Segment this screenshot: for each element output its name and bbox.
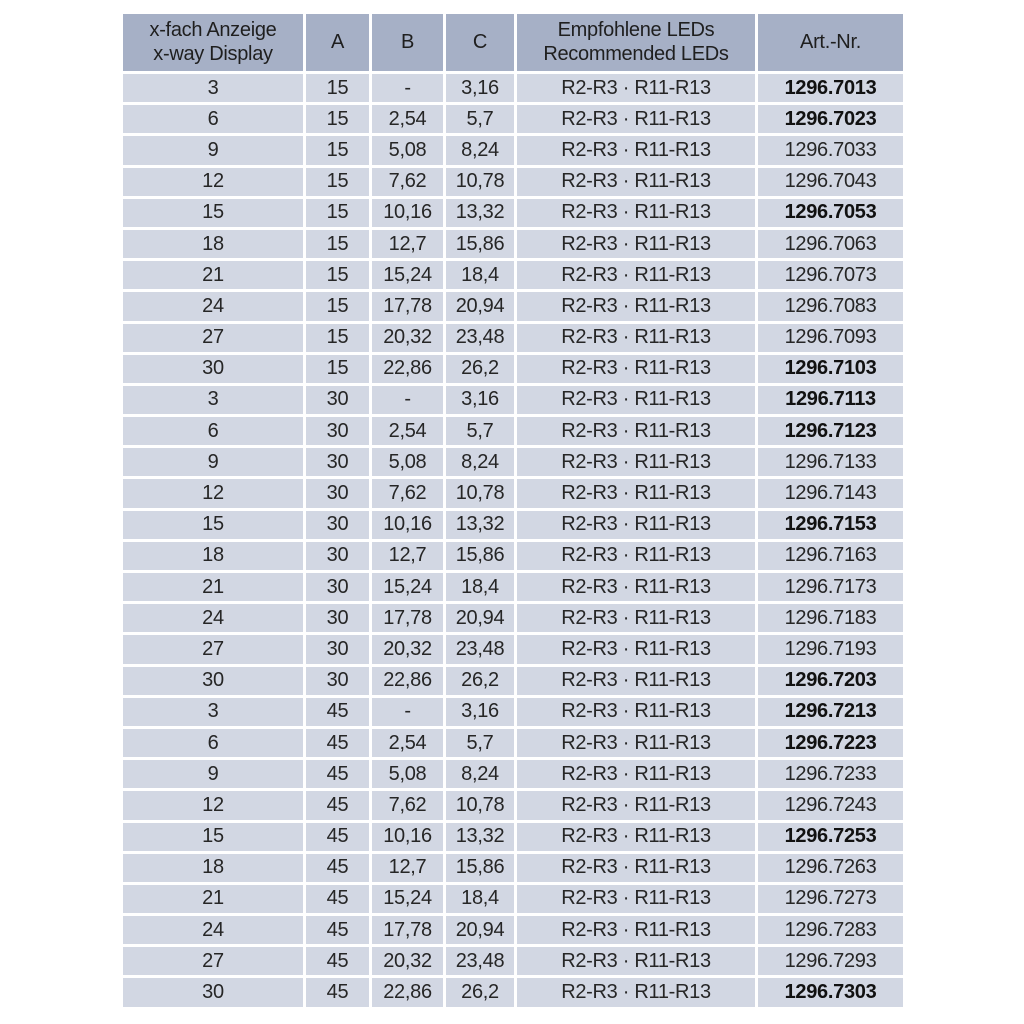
cell-recommended-leds: R2-R3 · R11-R13 bbox=[517, 324, 755, 352]
cell-b: 5,08 bbox=[372, 136, 443, 164]
cell-recommended-leds: R2-R3 · R11-R13 bbox=[517, 698, 755, 726]
cell-b: 20,32 bbox=[372, 324, 443, 352]
cell-recommended-leds: R2-R3 · R11-R13 bbox=[517, 168, 755, 196]
cell-art-nr: 1296.7083 bbox=[758, 292, 903, 320]
cell-display: 3 bbox=[123, 386, 303, 414]
cell-b: 22,86 bbox=[372, 978, 443, 1006]
cell-display: 27 bbox=[123, 947, 303, 975]
cell-art-nr: 1296.7243 bbox=[758, 791, 903, 819]
cell-recommended-leds: R2-R3 · R11-R13 bbox=[517, 261, 755, 289]
cell-a: 45 bbox=[306, 885, 369, 913]
cell-b: 17,78 bbox=[372, 604, 443, 632]
table-row bbox=[123, 885, 903, 913]
cell-a: 45 bbox=[306, 978, 369, 1006]
cell-display: 6 bbox=[123, 417, 303, 445]
cell-display: 9 bbox=[123, 448, 303, 476]
cell-recommended-leds: R2-R3 · R11-R13 bbox=[517, 105, 755, 133]
cell-c: 26,2 bbox=[446, 355, 514, 383]
cell-display: 24 bbox=[123, 916, 303, 944]
cell-b: 2,54 bbox=[372, 105, 443, 133]
cell-recommended-leds: R2-R3 · R11-R13 bbox=[517, 448, 755, 476]
table-row bbox=[123, 292, 903, 320]
led-table-wrapper bbox=[120, 11, 906, 1010]
cell-b: 2,54 bbox=[372, 729, 443, 757]
cell-display: 21 bbox=[123, 261, 303, 289]
cell-b: 12,7 bbox=[372, 854, 443, 882]
cell-a: 15 bbox=[306, 74, 369, 102]
cell-c: 8,24 bbox=[446, 760, 514, 788]
cell-c: 18,4 bbox=[446, 573, 514, 601]
cell-a: 15 bbox=[306, 292, 369, 320]
cell-art-nr: 1296.7063 bbox=[758, 230, 903, 258]
cell-art-nr: 1296.7153 bbox=[758, 511, 903, 539]
cell-c: 8,24 bbox=[446, 448, 514, 476]
cell-display: 15 bbox=[123, 511, 303, 539]
cell-a: 30 bbox=[306, 417, 369, 445]
cell-a: 45 bbox=[306, 760, 369, 788]
cell-art-nr: 1296.7303 bbox=[758, 978, 903, 1006]
cell-display: 30 bbox=[123, 667, 303, 695]
cell-display: 15 bbox=[123, 199, 303, 227]
cell-c: 15,86 bbox=[446, 542, 514, 570]
cell-a: 15 bbox=[306, 199, 369, 227]
table-row bbox=[123, 573, 903, 601]
cell-art-nr: 1296.7103 bbox=[758, 355, 903, 383]
cell-a: 30 bbox=[306, 573, 369, 601]
col-header-leds bbox=[517, 14, 755, 71]
table-row bbox=[123, 479, 903, 507]
cell-c: 10,78 bbox=[446, 168, 514, 196]
col-header-leds-line1: Empfohlene LEDs bbox=[557, 18, 715, 41]
cell-display: 30 bbox=[123, 355, 303, 383]
table-row bbox=[123, 448, 903, 476]
cell-display: 30 bbox=[123, 978, 303, 1006]
cell-b: 22,86 bbox=[372, 667, 443, 695]
cell-art-nr: 1296.7053 bbox=[758, 199, 903, 227]
table-row bbox=[123, 729, 903, 757]
cell-a: 15 bbox=[306, 230, 369, 258]
table-row bbox=[123, 74, 903, 102]
cell-c: 3,16 bbox=[446, 386, 514, 414]
cell-a: 30 bbox=[306, 448, 369, 476]
cell-a: 30 bbox=[306, 604, 369, 632]
col-header-display bbox=[123, 14, 303, 71]
cell-a: 15 bbox=[306, 105, 369, 133]
cell-recommended-leds: R2-R3 · R11-R13 bbox=[517, 355, 755, 383]
cell-a: 30 bbox=[306, 511, 369, 539]
cell-b: 15,24 bbox=[372, 573, 443, 601]
cell-b: 5,08 bbox=[372, 760, 443, 788]
cell-a: 30 bbox=[306, 635, 369, 663]
table-row bbox=[123, 791, 903, 819]
table-row bbox=[123, 230, 903, 258]
cell-recommended-leds: R2-R3 · R11-R13 bbox=[517, 978, 755, 1006]
cell-art-nr: 1296.7073 bbox=[758, 261, 903, 289]
cell-art-nr: 1296.7143 bbox=[758, 479, 903, 507]
cell-art-nr: 1296.7213 bbox=[758, 698, 903, 726]
cell-recommended-leds: R2-R3 · R11-R13 bbox=[517, 791, 755, 819]
cell-b: 5,08 bbox=[372, 448, 443, 476]
cell-recommended-leds: R2-R3 · R11-R13 bbox=[517, 74, 755, 102]
cell-recommended-leds: R2-R3 · R11-R13 bbox=[517, 136, 755, 164]
cell-c: 8,24 bbox=[446, 136, 514, 164]
table-row bbox=[123, 136, 903, 164]
cell-b: 15,24 bbox=[372, 885, 443, 913]
cell-display: 18 bbox=[123, 542, 303, 570]
cell-recommended-leds: R2-R3 · R11-R13 bbox=[517, 511, 755, 539]
cell-art-nr: 1296.7173 bbox=[758, 573, 903, 601]
cell-a: 30 bbox=[306, 542, 369, 570]
table-row bbox=[123, 355, 903, 383]
cell-a: 45 bbox=[306, 823, 369, 851]
cell-b: 12,7 bbox=[372, 542, 443, 570]
cell-display: 9 bbox=[123, 760, 303, 788]
cell-art-nr: 1296.7233 bbox=[758, 760, 903, 788]
cell-art-nr: 1296.7193 bbox=[758, 635, 903, 663]
cell-b: 7,62 bbox=[372, 479, 443, 507]
cell-c: 3,16 bbox=[446, 698, 514, 726]
cell-art-nr: 1296.7043 bbox=[758, 168, 903, 196]
cell-c: 10,78 bbox=[446, 479, 514, 507]
cell-recommended-leds: R2-R3 · R11-R13 bbox=[517, 604, 755, 632]
cell-a: 45 bbox=[306, 916, 369, 944]
table-row bbox=[123, 854, 903, 882]
table-row bbox=[123, 324, 903, 352]
col-header-art: Art.-Nr. bbox=[758, 14, 903, 71]
cell-c: 23,48 bbox=[446, 947, 514, 975]
header-row bbox=[123, 14, 903, 71]
cell-recommended-leds: R2-R3 · R11-R13 bbox=[517, 854, 755, 882]
col-header-leds-line2: Recommended LEDs bbox=[543, 42, 729, 65]
cell-a: 15 bbox=[306, 261, 369, 289]
table-row bbox=[123, 105, 903, 133]
cell-display: 12 bbox=[123, 791, 303, 819]
cell-c: 10,78 bbox=[446, 791, 514, 819]
cell-b: 10,16 bbox=[372, 823, 443, 851]
cell-recommended-leds: R2-R3 · R11-R13 bbox=[517, 542, 755, 570]
cell-art-nr: 1296.7263 bbox=[758, 854, 903, 882]
cell-recommended-leds: R2-R3 · R11-R13 bbox=[517, 729, 755, 757]
cell-b: 7,62 bbox=[372, 791, 443, 819]
cell-c: 5,7 bbox=[446, 729, 514, 757]
cell-b: - bbox=[372, 74, 443, 102]
cell-c: 13,32 bbox=[446, 199, 514, 227]
cell-c: 23,48 bbox=[446, 635, 514, 663]
cell-c: 18,4 bbox=[446, 261, 514, 289]
table-body bbox=[123, 74, 903, 1007]
cell-art-nr: 1296.7123 bbox=[758, 417, 903, 445]
cell-display: 18 bbox=[123, 230, 303, 258]
cell-display: 9 bbox=[123, 136, 303, 164]
table-row bbox=[123, 698, 903, 726]
col-header-display-line1: x-fach Anzeige bbox=[149, 18, 277, 41]
cell-art-nr: 1296.7183 bbox=[758, 604, 903, 632]
cell-c: 15,86 bbox=[446, 854, 514, 882]
table-row bbox=[123, 978, 903, 1006]
cell-b: 17,78 bbox=[372, 916, 443, 944]
cell-c: 5,7 bbox=[446, 105, 514, 133]
table-row bbox=[123, 168, 903, 196]
cell-c: 20,94 bbox=[446, 916, 514, 944]
cell-art-nr: 1296.7223 bbox=[758, 729, 903, 757]
cell-b: - bbox=[372, 386, 443, 414]
cell-display: 6 bbox=[123, 729, 303, 757]
cell-b: 10,16 bbox=[372, 199, 443, 227]
cell-recommended-leds: R2-R3 · R11-R13 bbox=[517, 885, 755, 913]
cell-recommended-leds: R2-R3 · R11-R13 bbox=[517, 386, 755, 414]
cell-recommended-leds: R2-R3 · R11-R13 bbox=[517, 292, 755, 320]
table-row bbox=[123, 542, 903, 570]
cell-recommended-leds: R2-R3 · R11-R13 bbox=[517, 916, 755, 944]
table-row bbox=[123, 667, 903, 695]
cell-b: 22,86 bbox=[372, 355, 443, 383]
cell-art-nr: 1296.7253 bbox=[758, 823, 903, 851]
cell-c: 5,7 bbox=[446, 417, 514, 445]
cell-c: 20,94 bbox=[446, 604, 514, 632]
cell-a: 45 bbox=[306, 947, 369, 975]
cell-a: 30 bbox=[306, 667, 369, 695]
table-row bbox=[123, 947, 903, 975]
cell-recommended-leds: R2-R3 · R11-R13 bbox=[517, 667, 755, 695]
cell-a: 30 bbox=[306, 386, 369, 414]
cell-recommended-leds: R2-R3 · R11-R13 bbox=[517, 417, 755, 445]
cell-display: 18 bbox=[123, 854, 303, 882]
table-row bbox=[123, 261, 903, 289]
cell-art-nr: 1296.7133 bbox=[758, 448, 903, 476]
cell-b: 20,32 bbox=[372, 635, 443, 663]
cell-art-nr: 1296.7013 bbox=[758, 74, 903, 102]
cell-a: 15 bbox=[306, 355, 369, 383]
col-header-a: A bbox=[306, 14, 369, 71]
cell-art-nr: 1296.7163 bbox=[758, 542, 903, 570]
cell-c: 26,2 bbox=[446, 978, 514, 1006]
cell-display: 3 bbox=[123, 74, 303, 102]
cell-recommended-leds: R2-R3 · R11-R13 bbox=[517, 823, 755, 851]
cell-b: - bbox=[372, 698, 443, 726]
cell-display: 24 bbox=[123, 292, 303, 320]
cell-art-nr: 1296.7093 bbox=[758, 324, 903, 352]
col-header-b: B bbox=[372, 14, 443, 71]
cell-a: 45 bbox=[306, 698, 369, 726]
cell-b: 2,54 bbox=[372, 417, 443, 445]
cell-recommended-leds: R2-R3 · R11-R13 bbox=[517, 573, 755, 601]
table-row bbox=[123, 417, 903, 445]
led-selection-table bbox=[120, 11, 906, 1010]
cell-recommended-leds: R2-R3 · R11-R13 bbox=[517, 479, 755, 507]
cell-recommended-leds: R2-R3 · R11-R13 bbox=[517, 635, 755, 663]
cell-a: 45 bbox=[306, 854, 369, 882]
cell-a: 15 bbox=[306, 136, 369, 164]
cell-display: 12 bbox=[123, 479, 303, 507]
cell-a: 45 bbox=[306, 729, 369, 757]
cell-art-nr: 1296.7273 bbox=[758, 885, 903, 913]
table-row bbox=[123, 760, 903, 788]
cell-b: 20,32 bbox=[372, 947, 443, 975]
cell-art-nr: 1296.7033 bbox=[758, 136, 903, 164]
col-header-display-line2: x-way Display bbox=[153, 42, 273, 65]
cell-display: 3 bbox=[123, 698, 303, 726]
cell-art-nr: 1296.7293 bbox=[758, 947, 903, 975]
cell-display: 6 bbox=[123, 105, 303, 133]
cell-b: 17,78 bbox=[372, 292, 443, 320]
cell-art-nr: 1296.7023 bbox=[758, 105, 903, 133]
cell-display: 24 bbox=[123, 604, 303, 632]
cell-art-nr: 1296.7283 bbox=[758, 916, 903, 944]
cell-display: 15 bbox=[123, 823, 303, 851]
table-row bbox=[123, 386, 903, 414]
table-row bbox=[123, 823, 903, 851]
cell-display: 27 bbox=[123, 635, 303, 663]
table-row bbox=[123, 916, 903, 944]
cell-recommended-leds: R2-R3 · R11-R13 bbox=[517, 230, 755, 258]
col-header-c: C bbox=[446, 14, 514, 71]
cell-c: 18,4 bbox=[446, 885, 514, 913]
table-row bbox=[123, 199, 903, 227]
cell-display: 12 bbox=[123, 168, 303, 196]
cell-art-nr: 1296.7203 bbox=[758, 667, 903, 695]
cell-recommended-leds: R2-R3 · R11-R13 bbox=[517, 199, 755, 227]
cell-c: 13,32 bbox=[446, 511, 514, 539]
cell-c: 23,48 bbox=[446, 324, 514, 352]
table-row bbox=[123, 511, 903, 539]
cell-display: 21 bbox=[123, 885, 303, 913]
cell-c: 15,86 bbox=[446, 230, 514, 258]
cell-b: 7,62 bbox=[372, 168, 443, 196]
cell-a: 45 bbox=[306, 791, 369, 819]
cell-c: 13,32 bbox=[446, 823, 514, 851]
cell-a: 15 bbox=[306, 168, 369, 196]
cell-display: 21 bbox=[123, 573, 303, 601]
cell-a: 15 bbox=[306, 324, 369, 352]
cell-c: 20,94 bbox=[446, 292, 514, 320]
table-row bbox=[123, 635, 903, 663]
cell-b: 12,7 bbox=[372, 230, 443, 258]
table-row bbox=[123, 604, 903, 632]
cell-recommended-leds: R2-R3 · R11-R13 bbox=[517, 760, 755, 788]
cell-b: 10,16 bbox=[372, 511, 443, 539]
cell-a: 30 bbox=[306, 479, 369, 507]
cell-b: 15,24 bbox=[372, 261, 443, 289]
cell-art-nr: 1296.7113 bbox=[758, 386, 903, 414]
cell-c: 26,2 bbox=[446, 667, 514, 695]
cell-c: 3,16 bbox=[446, 74, 514, 102]
cell-display: 27 bbox=[123, 324, 303, 352]
cell-recommended-leds: R2-R3 · R11-R13 bbox=[517, 947, 755, 975]
